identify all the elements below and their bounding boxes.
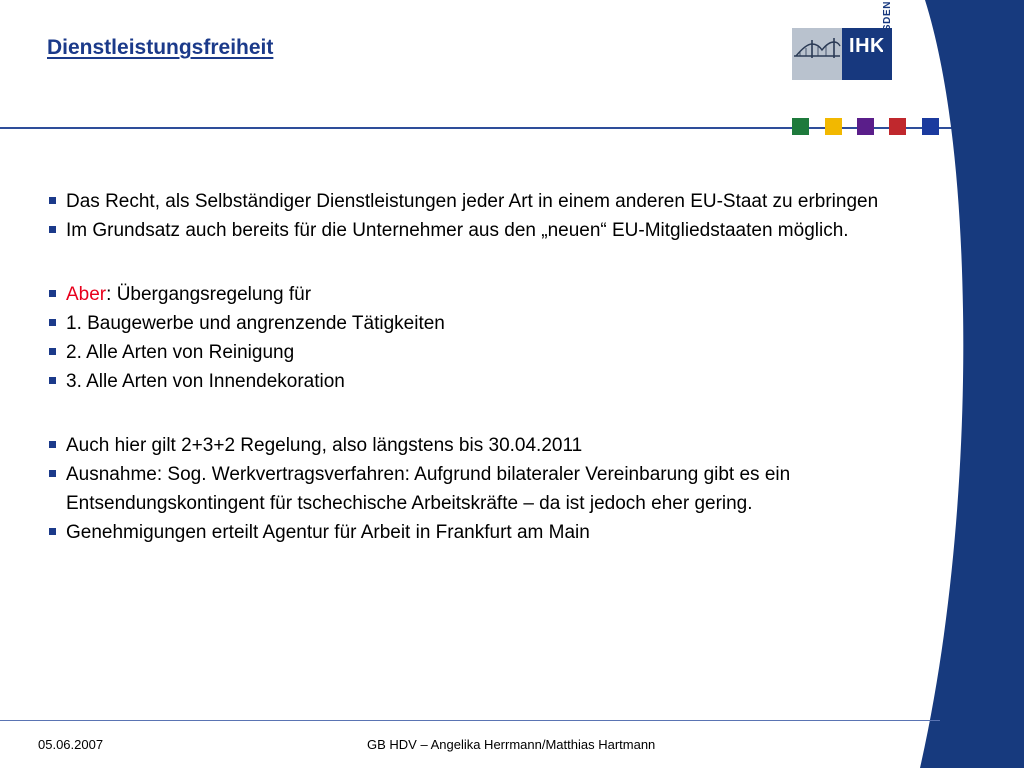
color-square [889,118,906,135]
color-square [825,118,842,135]
bullet-list [45,187,945,547]
footer-authors: GB HDV – Angelika Herrmann/Matthias Hartmann [367,737,656,752]
ihk-dresden-logo [792,28,892,80]
color-square [954,118,971,135]
list-item: 1. Baugewerbe und angrenzende Tätigkeiten [45,309,945,338]
list-item: Ausnahme: Sog. Werkvertragsverfahren: Aufgrund bilateraler Vereinbarung gibt es ein Entsendungskontingent für tschechische Arbeitskräfte – da ist jedoch eher gering. [45,460,945,518]
list-item: 3. Alle Arten von Innendekoration [45,367,945,396]
logo-text: IHK [849,35,885,57]
color-square [922,118,939,135]
slide-title: Dienstleistungsfreiheit [47,36,274,59]
list-item: Aber: Übergangsregelung für [45,280,945,309]
list-item: Auch hier gilt 2+3+2 Regelung, also längstens bis 30.04.2011 [45,431,945,460]
list-item: Das Recht, als Selbständiger Dienstleistungen jeder Art in einem anderen EU-Staat zu erbringen [45,187,945,216]
list-item: Genehmigungen erteilt Agentur für Arbeit in Frankfurt am Main [45,518,945,547]
color-square [792,118,809,135]
color-square [857,118,874,135]
footer-divider [0,720,940,721]
header-divider [0,127,960,129]
bridge-icon [792,28,842,80]
list-item: Im Grundsatz auch bereits für die Unternehmer aus den „neuen“ EU-Mitgliedstaaten möglich. [45,216,945,245]
footer-date: 05.06.2007 [38,737,104,752]
list-item: 2. Alle Arten von Reinigung [45,338,945,367]
aber-label: Aber [66,284,107,305]
logo-city: DRESDEN [882,0,893,54]
